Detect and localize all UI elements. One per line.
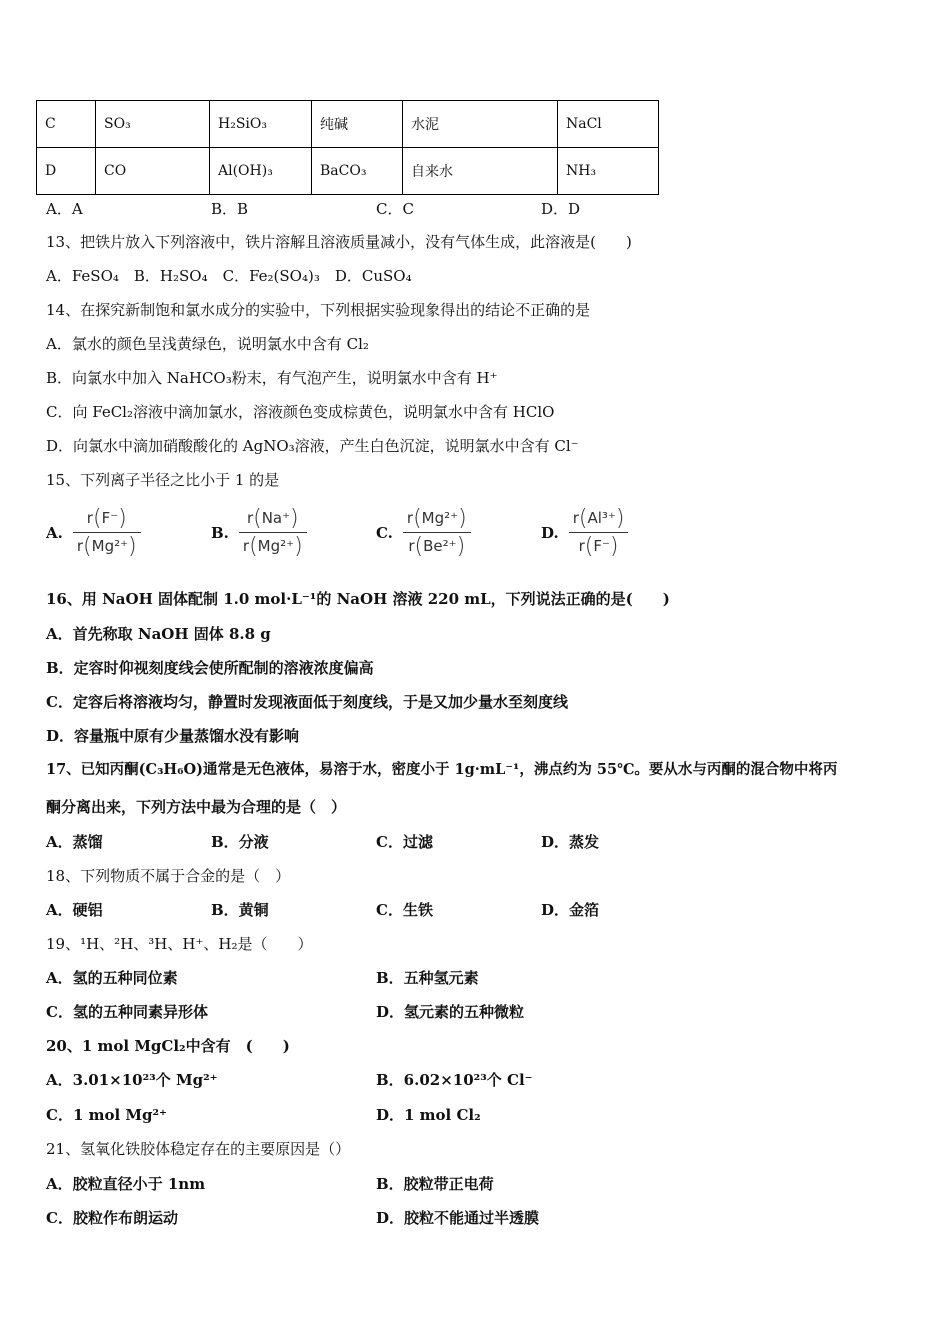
- denominator-ion: Mg²⁺: [91, 537, 129, 555]
- q16-option-c: C．定容后将溶液均匀，静置时发现液面低于刻度线，于是又加少量水至刻度线: [46, 693, 568, 711]
- ratio-fraction: $\frac{r(Na^+)}{\text{r(Mg²⁺)}}$: [239, 505, 307, 560]
- q15-stem: 15、下列离子半径之比小于 1 的是: [46, 471, 280, 489]
- q20-option-b: B．6.02×10²³个 Cl⁻: [376, 1071, 533, 1089]
- table-cell: SO₃: [96, 101, 210, 148]
- radius-symbol: r: [406, 509, 414, 527]
- q14-option-d: D．向氯水中滴加硝酸酸化的 AgNO₃溶液，产生白色沉淀，说明氯水中含有 Cl⁻: [46, 437, 579, 455]
- q21-option-d: D．胶粒不能通过半透膜: [376, 1209, 540, 1227]
- radius-symbol: r: [86, 509, 93, 527]
- q19-option-b: B．五种氢元素: [376, 969, 479, 987]
- q15-option-d: [541, 505, 628, 560]
- numerator-ion: Na⁺: [261, 509, 291, 527]
- radius-symbol: r: [572, 509, 579, 527]
- q18-option-a: A．硬铝: [46, 901, 103, 919]
- q14-option-a: A．氯水的颜色呈浅黄绿色，说明氯水中含有 Cl₂: [46, 335, 369, 353]
- radius-symbol: r: [76, 537, 84, 555]
- q20-option-d: D．1 mol Cl₂: [376, 1106, 481, 1124]
- q14-stem: 14、在探究新制饱和氯水成分的实验中，下列根据实验现象得出的结论不正确的是: [46, 301, 591, 319]
- radius-symbol: r: [578, 537, 585, 555]
- denominator-ion: Be²⁺: [423, 537, 457, 555]
- q17-option-b: B．分液: [211, 833, 269, 851]
- q19-stem: 19、¹H、²H、³H、H⁺、H₂是（ ）: [46, 935, 313, 953]
- q17-stem-line2: 酮分离出来，下列方法中最为合理的是（ ）: [46, 798, 347, 816]
- q19-option-d: D．氢元素的五种微粒: [376, 1003, 525, 1021]
- q12-option-c: C．C: [376, 200, 414, 218]
- table-cell: D: [37, 148, 96, 195]
- q19-option-a: A．氢的五种同位素: [46, 969, 178, 987]
- table-cell: Al(OH)₃: [210, 148, 312, 195]
- q16-option-a: A．首先称取 NaOH 固体 8.8 g: [46, 625, 271, 643]
- q13-stem: 13、把铁片放入下列溶液中，铁片溶解且溶液质量减小，没有气体生成，此溶液是( ): [46, 233, 632, 251]
- table-row: [37, 148, 659, 195]
- numerator-ion: F⁻: [101, 509, 119, 527]
- q14-option-b: B．向氯水中加入 NaHCO₃粉末，有气泡产生，说明氯水中含有 H⁺: [46, 369, 498, 387]
- ratio-fraction: $\frac{r(F^-)}{\text{r(Mg²⁺)}}$: [73, 505, 141, 560]
- option-label: C.: [376, 523, 393, 542]
- q16-option-d: D．容量瓶中原有少量蒸馏水没有影响: [46, 727, 300, 745]
- q21-option-a: A．胶粒直径小于 1nm: [46, 1175, 206, 1193]
- q15-option-b: [211, 505, 307, 560]
- q18-option-d: D．金箔: [541, 901, 600, 919]
- q19-option-c: C．氢的五种同素异形体: [46, 1003, 208, 1021]
- table-cell: NH₃: [558, 148, 659, 195]
- q15-option-c: [376, 505, 471, 560]
- q20-option-c: C．1 mol Mg²⁺: [46, 1106, 167, 1124]
- q21-option-c: C．胶粒作布朗运动: [46, 1209, 178, 1227]
- q16-option-b: B．定容时仰视刻度线会使所配制的溶液浓度偏高: [46, 659, 374, 677]
- denominator-ion: Mg²⁺: [257, 537, 295, 555]
- q20-option-a: A．3.01×10²³个 Mg²⁺: [46, 1071, 218, 1089]
- table-cell: CO: [96, 148, 210, 195]
- q17-option-c: C．过滤: [376, 833, 433, 851]
- radius-symbol: r: [246, 509, 254, 527]
- numerator-ion: Al³⁺: [587, 509, 616, 527]
- q16-stem: 16、用 NaOH 固体配制 1.0 mol·L⁻¹的 NaOH 溶液 220 mL，下列说法正确的是( ): [46, 590, 670, 608]
- q21-stem: 21、氢氧化铁胶体稳定存在的主要原因是（）: [46, 1140, 351, 1158]
- q17-option-d: D．蒸发: [541, 833, 600, 851]
- table-cell: 纯碱: [312, 101, 403, 148]
- table-cell: BaCO₃: [312, 148, 403, 195]
- table-cell: 自来水: [403, 148, 558, 195]
- q15-option-a: [46, 505, 141, 560]
- radius-symbol: r: [408, 537, 415, 555]
- q12-option-d: D．D: [541, 200, 581, 218]
- q18-option-b: B．黄铜: [211, 901, 269, 919]
- table-cell: 水泥: [403, 101, 558, 148]
- table-cell: H₂SiO₃: [210, 101, 312, 148]
- option-label: A.: [46, 523, 63, 542]
- q12-option-b: B．B: [211, 200, 249, 218]
- ratio-fraction: $\frac{\text{r(Mg²⁺)}}{\text{r(Be²⁺)}}$: [403, 505, 471, 560]
- q21-option-b: B．胶粒带正电荷: [376, 1175, 494, 1193]
- table-cell: NaCl: [558, 101, 659, 148]
- option-label: D.: [541, 523, 559, 542]
- table-row: [37, 101, 659, 148]
- q12-option-a: A．A: [46, 200, 83, 218]
- ratio-fraction: $\frac{\text{r(Al³⁺)}}{r(F^-)}$: [569, 505, 629, 560]
- numerator-ion: Mg²⁺: [421, 509, 459, 527]
- denominator-ion: F⁻: [593, 537, 610, 555]
- radius-symbol: r: [242, 537, 250, 555]
- q17-stem-line1: 17、已知丙酮(C₃H₆O)通常是无色液体，易溶于水，密度小于 1g·mL⁻¹，沸点约为 55℃。要从水与丙酮的混合物中将丙: [46, 761, 838, 778]
- q13-options: A．FeSO₄ B．H₂SO₄ C．Fe₂(SO₄)₃ D．CuSO₄: [46, 267, 412, 285]
- option-label: B.: [211, 523, 229, 542]
- classification-table: [36, 100, 659, 195]
- q17-option-a: A．蒸馏: [46, 833, 103, 851]
- q18-option-c: C．生铁: [376, 901, 433, 919]
- q18-stem: 18、下列物质不属于合金的是（ ）: [46, 867, 291, 885]
- q20-stem: 20、1 mol MgCl₂中含有 ( ): [46, 1037, 290, 1055]
- q14-option-c: C．向 FeCl₂溶液中滴加氯水，溶液颜色变成棕黄色，说明氯水中含有 HClO: [46, 403, 555, 421]
- table-cell: C: [37, 101, 96, 148]
